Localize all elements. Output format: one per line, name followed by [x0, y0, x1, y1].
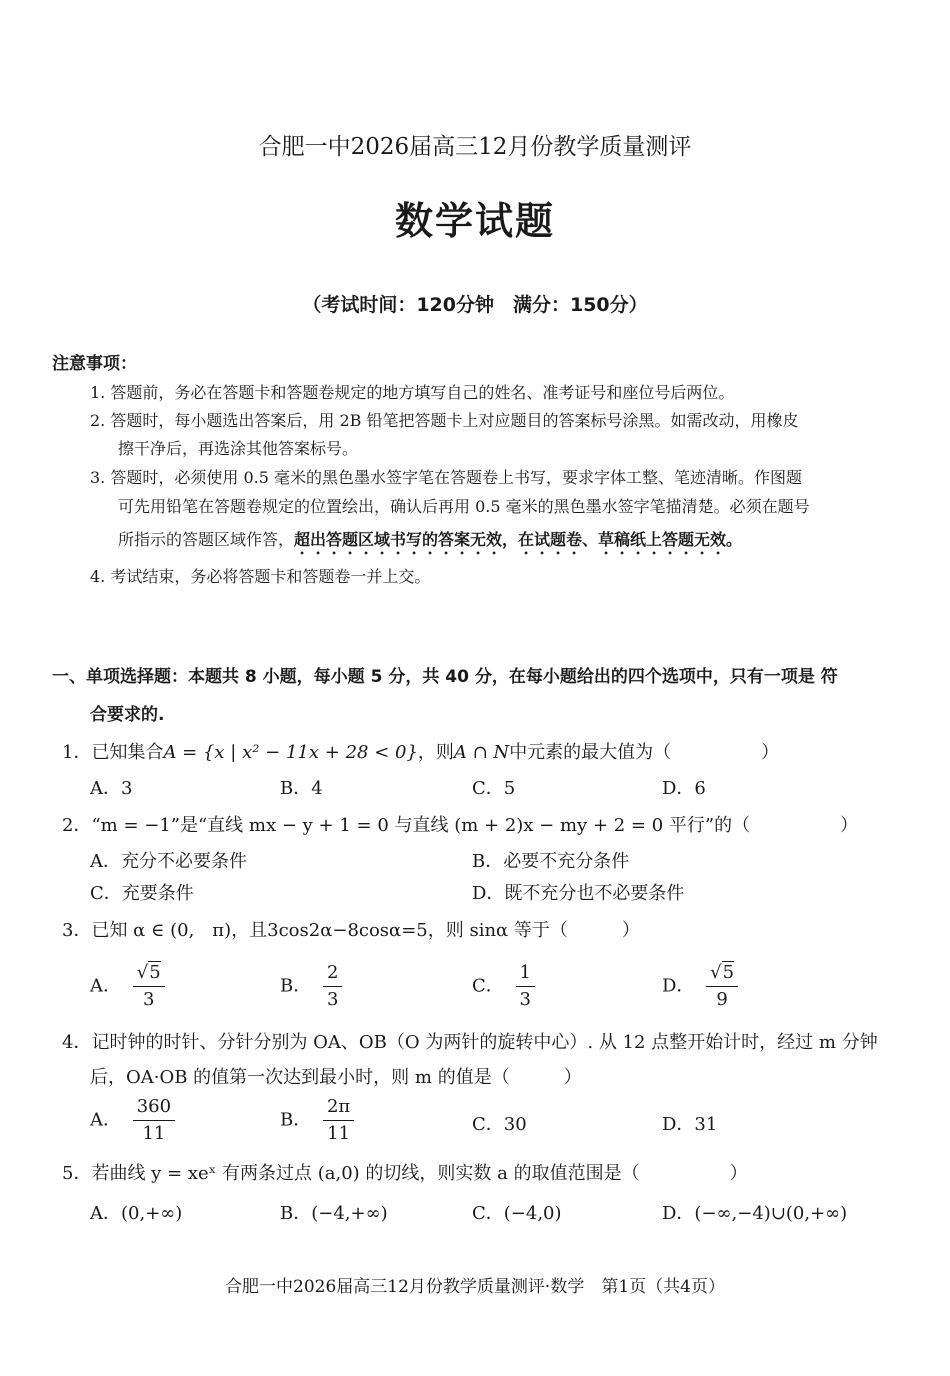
q3-option-c-numerator: 1	[516, 962, 535, 987]
q5-option-b: B．(−4,+∞)	[280, 1203, 388, 1224]
q3-option-d-denominator: 9	[716, 989, 728, 1010]
question-2: 2．“m = −1”是“直线 mx − y + 1 = 0 与直线 (m + 2)x − my + 2 = 0 平行”的（ ）	[62, 815, 859, 836]
note-item-3-line-3	[118, 527, 742, 558]
q3-option-d-fraction	[706, 962, 738, 1011]
q3-option-d	[662, 962, 738, 1011]
question-5: 5．若曲线 y = xeˣ 有两条过点 (a,0) 的切线，则实数 a 的取值范围是（ ）	[62, 1163, 748, 1184]
q3-option-a-denominator: 3	[142, 989, 155, 1010]
q4-option-b-fraction	[323, 1096, 354, 1145]
q3-option-d-radicand: 5	[722, 962, 735, 983]
question-1-text-c: 中元素的最大值为（ ）	[509, 742, 780, 763]
q1-option-c: C．5	[472, 778, 516, 799]
question-1-set: A = {x | x² − 11x + 28 < 0}	[163, 742, 418, 763]
q3-option-b-label: B．	[280, 975, 312, 997]
q4-option-a-numerator: 360	[133, 1096, 175, 1121]
exam-header: 合肥一中2026届高三12月份教学质量测评	[258, 134, 692, 160]
q4-option-b-numerator: 2π	[323, 1096, 354, 1121]
section-1-heading-cont: 合要求的.	[90, 705, 165, 725]
q2-option-a: A．充分不必要条件	[90, 851, 247, 872]
notes-heading: 注意事项：	[52, 354, 137, 374]
question-1-intersection: A ∩ N	[453, 742, 510, 763]
note-item-1: 1. 答题前，务必在答题卡和答题卷规定的地方填写自己的姓名、准考证号和座位号后两位。	[90, 383, 735, 402]
q1-option-b: B．4	[280, 778, 323, 799]
note-item-3-emphasis: 超出答题区域书写的答案无效，在试题卷、草稿纸上答题无效。	[294, 530, 743, 549]
q3-option-a-fraction	[133, 962, 165, 1011]
question-3: 3．已知 α ∈ (0, π)，且3cos2α−8cosα=5，则 sinα 等于（ ）	[62, 920, 640, 941]
page-footer: 合肥一中2026届高三12月份教学质量测评·数学 第1页（共4页）	[225, 1277, 725, 1297]
exam-time-info: （考试时间：120分钟 满分：150分）	[302, 294, 648, 316]
q2-option-b: B．必要不充分条件	[472, 851, 630, 872]
note-item-3-line-3-text: 所指示的答题区域作答，	[118, 530, 295, 549]
q3-option-c	[472, 962, 535, 1011]
q2-option-d: D．既不充分也不必要条件	[472, 883, 685, 904]
q5-option-d: D．(−∞,−4)∪(0,+∞)	[662, 1203, 848, 1224]
q3-option-d-numerator: √5	[706, 962, 738, 987]
q3-option-a	[90, 962, 165, 1011]
q3-option-d-label: D．	[662, 975, 695, 997]
q4-option-b	[280, 1096, 354, 1145]
q3-option-b-fraction	[323, 962, 342, 1011]
question-1	[62, 738, 779, 764]
q4-option-a	[90, 1096, 175, 1145]
question-1-text-b: ，则	[417, 742, 454, 763]
q3-option-a-numerator: √5	[133, 962, 165, 987]
q4-option-a-fraction	[133, 1096, 175, 1145]
q3-option-a-label: A．	[90, 975, 121, 997]
question-4-line-1: 4．记时钟的时针、分针分别为 OA、OB（O 为两针的旋转中心）. 从 12 点整开始计时，经过 m 分钟	[62, 1032, 878, 1053]
q2-option-c: C．充要条件	[90, 883, 194, 904]
q4-option-b-denominator: 11	[327, 1123, 351, 1144]
q3-option-b-denominator: 3	[326, 989, 339, 1010]
q3-option-b-numerator: 2	[323, 962, 342, 987]
note-item-2-line-2: 擦干净后，再选涂其他答案标号。	[118, 439, 359, 458]
note-item-3-line-1: 3. 答题时，必须使用 0.5 毫米的黑色墨水签字笔在答题卷上书写，要求字体工整、笔迹清晰。作图题	[90, 468, 802, 487]
q5-option-a: A．(0,+∞)	[90, 1203, 183, 1224]
exam-title: 数学试题	[394, 198, 555, 243]
q3-option-a-radicand: 5	[149, 962, 161, 983]
note-item-2-line-1: 2. 答题时，每小题选出答案后，用 2B 铅笔把答题卡上对应题目的答案标号涂黑。如需改动，用橡皮	[90, 411, 799, 430]
q5-option-c: C．(−4,0)	[472, 1203, 562, 1224]
q4-option-c: C．30	[472, 1114, 527, 1135]
note-item-3-line-2: 可先用铅笔在答题卷规定的位置绘出，确认后再用 0.5 毫米的黑色墨水签字笔描清楚。必须在题号	[118, 497, 810, 516]
q4-option-b-label: B．	[280, 1109, 312, 1131]
q1-option-a: A．3	[90, 778, 133, 799]
q4-option-a-label: A．	[90, 1109, 121, 1131]
q3-option-c-denominator: 3	[519, 989, 531, 1010]
q3-option-c-label: C．	[472, 975, 504, 997]
note-item-4: 4. 考试结束，务必将答题卡和答题卷一并上交。	[90, 567, 431, 586]
q3-option-b	[280, 962, 342, 1011]
question-4-line-2: 后，OA·OB 的值第一次达到最小时，则 m 的值是（ ）	[90, 1067, 582, 1088]
q1-option-d: D．6	[662, 778, 706, 799]
question-1-text-a: 1．已知集合	[62, 742, 164, 763]
section-1-heading: 一、单项选择题：本题共 8 小题，每小题 5 分，共 40 分，在每小题给出的四个选项中，只有一项是 符	[52, 667, 838, 687]
q4-option-a-denominator: 11	[142, 1123, 166, 1144]
q3-option-c-fraction	[516, 962, 535, 1011]
q4-option-d: D．31	[662, 1114, 718, 1135]
